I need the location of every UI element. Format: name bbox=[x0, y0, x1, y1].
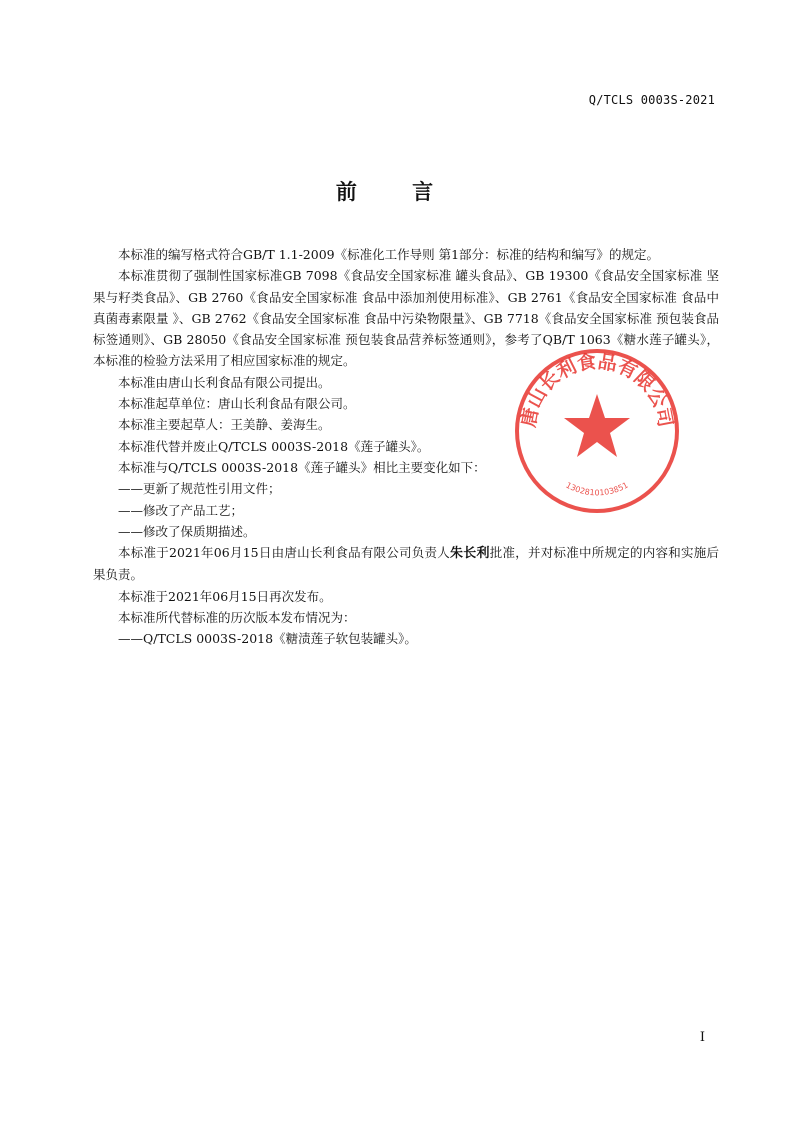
history-item: ——Q/TCLS 0003S-2018《糖渍莲子软包装罐头》。 bbox=[118, 631, 417, 647]
page-title: 前 言 bbox=[335, 180, 458, 204]
paragraph-approval bbox=[93, 542, 719, 586]
paragraph-drafters: 本标准主要起草人：王美静、姜海生。 bbox=[118, 417, 331, 433]
seal-number-text: 1302810103851 bbox=[564, 480, 630, 498]
change-item: ——修改了保质期描述。 bbox=[118, 523, 256, 539]
approval-text: 批准，并对标准中所规定的内容和实施后果负责。 bbox=[93, 545, 719, 583]
document-code: Q/TCLS 0003S-2021 bbox=[588, 93, 715, 107]
paragraph-proposer: 本标准由唐山长利食品有限公司提出。 bbox=[118, 374, 331, 390]
change-item: ——修改了产品工艺； bbox=[118, 502, 244, 518]
signature: 朱长利 bbox=[450, 546, 490, 562]
paragraph-release: 本标准于2021年06月15日再次发布。 bbox=[118, 588, 332, 604]
paragraph-changes: 本标准与Q/TCLS 0003S-2018《莲子罐头》相比主要变化如下： bbox=[118, 459, 486, 475]
page-number: I bbox=[699, 1030, 705, 1045]
paragraph-replaces: 本标准代替并废止Q/TCLS 0003S-2018《莲子罐头》。 bbox=[118, 438, 430, 454]
paragraph-standards: 本标准贯彻了强制性国家标准GB 7098《食品安全国家标准 罐头食品》、GB 19300《食品安全国家标准 坚果与籽类食品》、GB 2760《食品安全国家标准 食品中添加剂使用标准》、GB 2761《食品安全国家标准 食品中真菌毒素限量 》、GB 2762《食品安全国家标准 食品中污染物限量》、GB 7718《食品安全国家标准 预包装食品标签通则》、GB 28050《食品安全国家标准 预包装食品营养标签通则》，参考了QB/T 1063《糖水莲子罐头》，本标准的检验方法采用了相应国家标准的规定。 bbox=[93, 268, 719, 369]
company-seal bbox=[512, 346, 682, 516]
seal-star-icon bbox=[564, 394, 630, 457]
change-item: ——更新了规范性引用文件； bbox=[118, 481, 281, 497]
paragraph-drafting-unit: 本标准起草单位：唐山长利食品有限公司。 bbox=[118, 396, 356, 412]
paragraph-format: 本标准的编写格式符合GB/T 1.1-2009《标准化工作导则 第1部分：标准的结构和编写》的规定。 bbox=[118, 247, 660, 262]
paragraph-history: 本标准所代替标准的历次版本发布情况为： bbox=[118, 610, 356, 626]
seal-company-text: 唐山长利食品有限公司 bbox=[517, 350, 677, 429]
approval-text: 本标准于2021年06月15日由唐山长利食品有限公司负责人 bbox=[118, 545, 451, 561]
